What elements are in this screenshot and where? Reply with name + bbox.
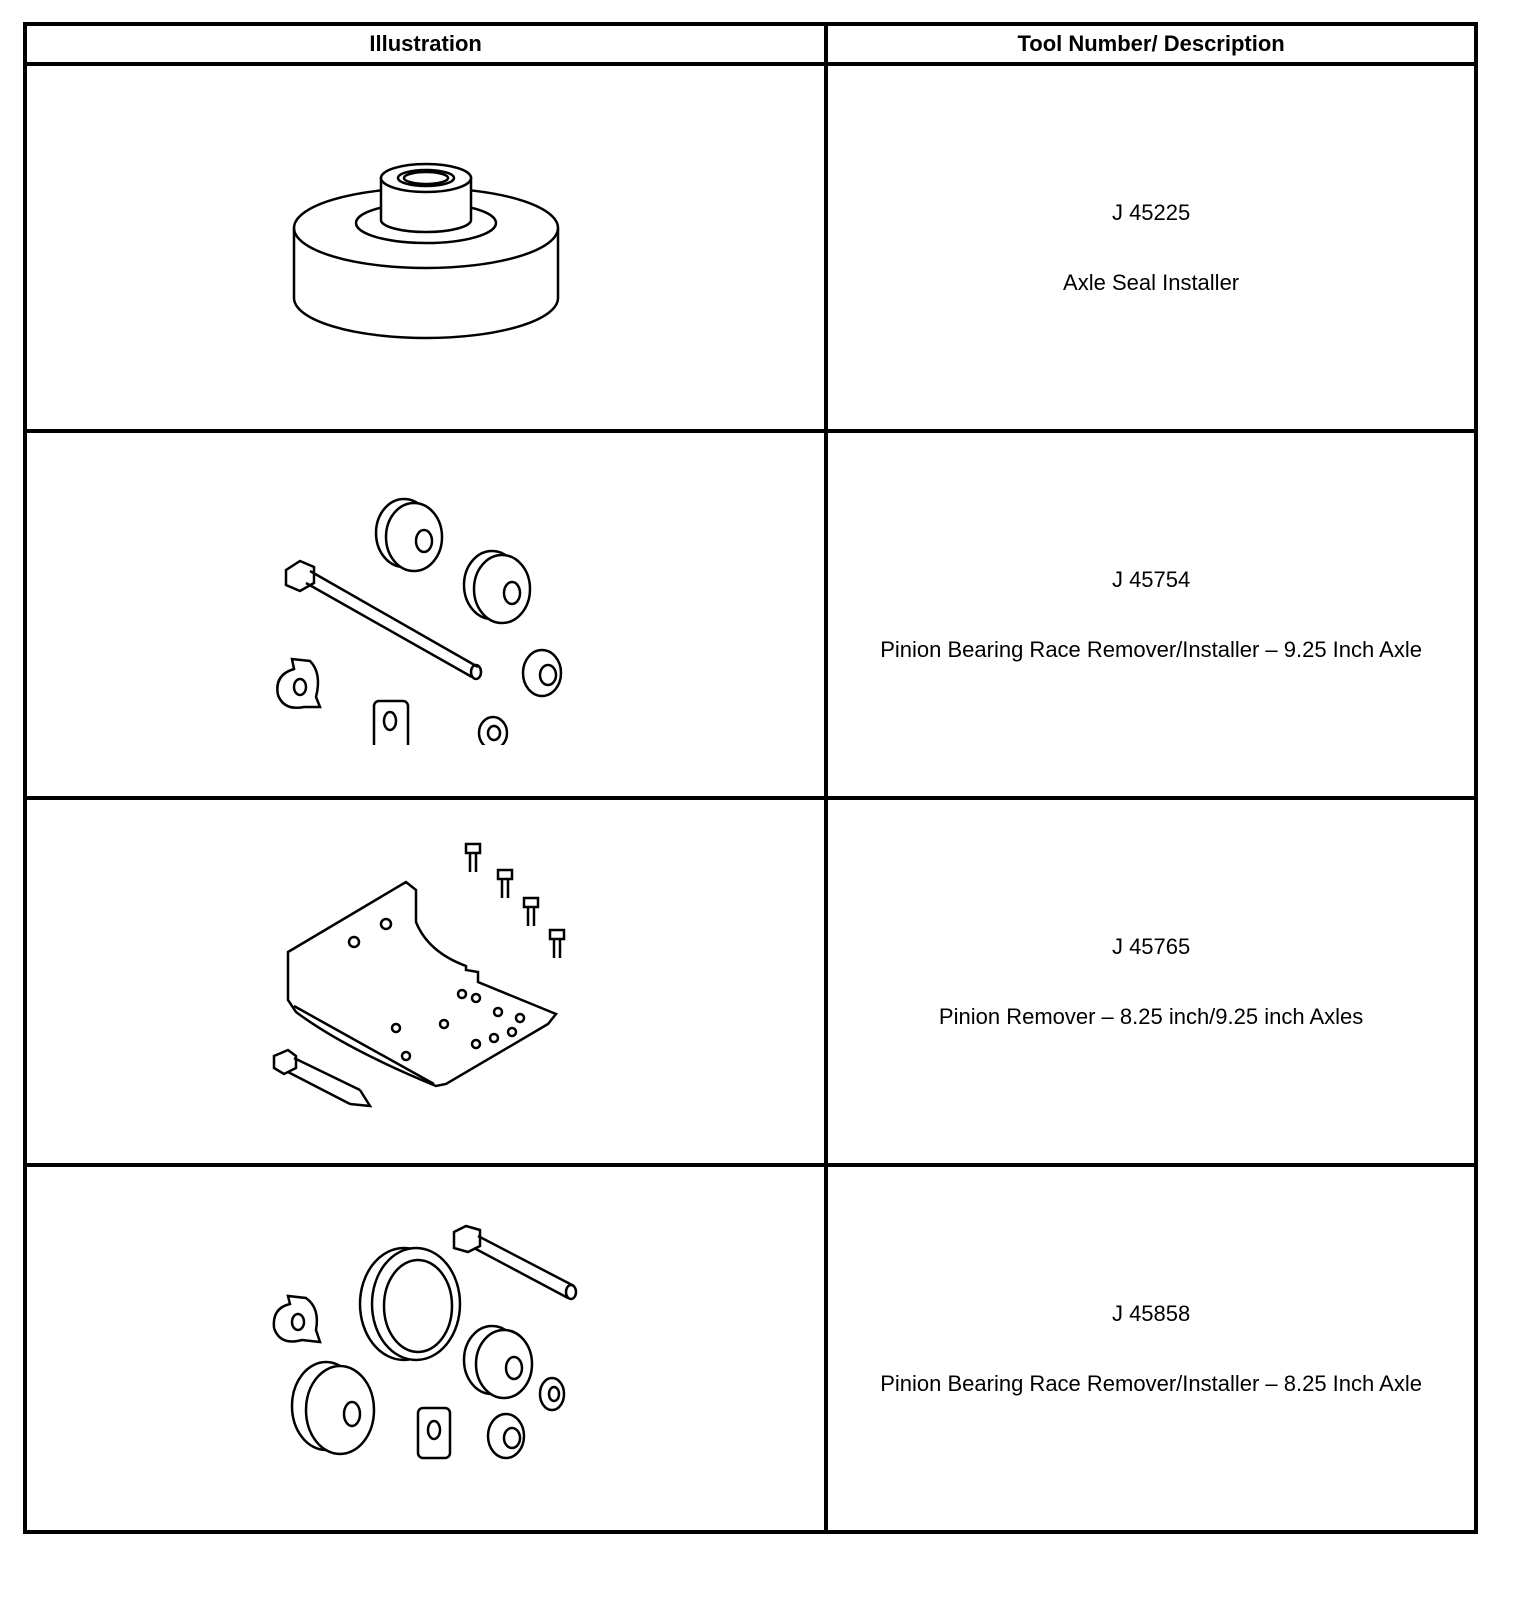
- header-tool-number-description: Tool Number/ Description: [826, 24, 1476, 64]
- tool-description: Axle Seal Installer: [1063, 269, 1240, 295]
- tool-description: Pinion Bearing Race Remover/Installer – 9.25 Inch Axle: [880, 636, 1422, 662]
- tool-number: J 45858: [1111, 1300, 1191, 1326]
- pinion-bearing-race-tool-kit-drawing-icon: [266, 485, 586, 745]
- table-row: [25, 798, 1476, 1165]
- pinion-remover-bracket-drawing-icon: [266, 842, 586, 1122]
- pinion-bearing-race-tool-kit-drawing-icon: [266, 1224, 586, 1474]
- header-illustration: Illustration: [25, 24, 826, 64]
- illustration-cell: [25, 64, 826, 431]
- illustration-cell: [25, 1165, 826, 1532]
- tool-number: J 45754: [1111, 566, 1191, 592]
- special-tools-table: [23, 22, 1478, 1534]
- illustration-cell: [25, 798, 826, 1165]
- axle-seal-installer-drawing-icon: [276, 148, 576, 348]
- tool-number: J 45225: [1111, 199, 1191, 225]
- illustration-cell: [25, 431, 826, 798]
- description-cell: [826, 1165, 1476, 1532]
- tool-description: Pinion Remover – 8.25 inch/9.25 inch Axles: [938, 1003, 1364, 1029]
- description-cell: [826, 64, 1476, 431]
- description-cell: [826, 798, 1476, 1165]
- description-cell: [826, 431, 1476, 798]
- table-row: [25, 1165, 1476, 1532]
- table-row: [25, 431, 1476, 798]
- tool-description: Pinion Bearing Race Remover/Installer – 8.25 Inch Axle: [880, 1370, 1422, 1396]
- table-row: [25, 64, 1476, 431]
- table-header-row: [25, 24, 1476, 64]
- tool-number: J 45765: [1111, 933, 1191, 959]
